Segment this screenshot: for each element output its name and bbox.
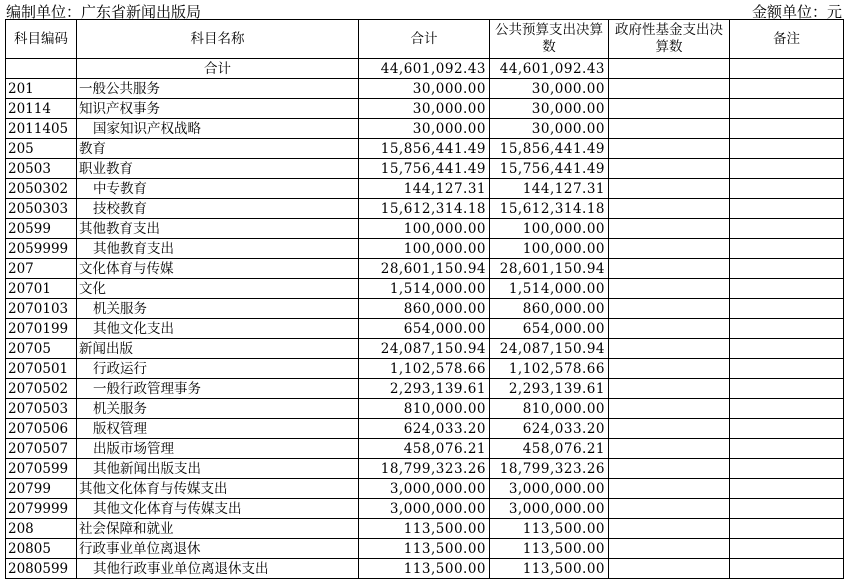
subject-code: 2070503 — [6, 399, 77, 419]
note-cell — [730, 339, 844, 359]
gov-fund-amount — [609, 219, 730, 239]
col-header-gov-fund: 政府性基金支出决算数 — [609, 20, 730, 59]
public-budget-amount: 458,076.21 — [490, 439, 609, 459]
table-row — [6, 119, 844, 139]
gov-fund-amount — [609, 159, 730, 179]
total-amount: 15,756,441.49 — [359, 159, 490, 179]
note-cell — [730, 179, 844, 199]
subject-code: 20701 — [6, 279, 77, 299]
total-amount: 3,000,000.00 — [359, 499, 490, 519]
col-header-note: 备注 — [730, 20, 844, 59]
subject-name: 一般公共服务 — [77, 79, 359, 99]
gov-fund-amount — [609, 459, 730, 479]
subject-code: 2070507 — [6, 439, 77, 459]
table-row — [6, 299, 844, 319]
table-row — [6, 359, 844, 379]
col-header-code: 科目编码 — [6, 20, 77, 59]
total-amount: 15,856,441.49 — [359, 139, 490, 159]
gov-fund-amount — [609, 479, 730, 499]
public-budget-amount: 30,000.00 — [490, 119, 609, 139]
subject-code: 2050303 — [6, 199, 77, 219]
total-label: 合计 — [77, 59, 359, 79]
note-cell — [730, 239, 844, 259]
note-cell — [730, 259, 844, 279]
total-note — [730, 59, 844, 79]
gov-fund-amount — [609, 79, 730, 99]
subject-name: 其他教育支出 — [77, 239, 359, 259]
note-cell — [730, 139, 844, 159]
total-public: 44,601,092.43 — [490, 59, 609, 79]
note-cell — [730, 359, 844, 379]
subject-name: 机关服务 — [77, 399, 359, 419]
total-amount: 810,000.00 — [359, 399, 490, 419]
public-budget-amount: 144,127.31 — [490, 179, 609, 199]
total-amount: 654,000.00 — [359, 319, 490, 339]
subject-name: 其他教育支出 — [77, 219, 359, 239]
subject-name: 教育 — [77, 139, 359, 159]
public-budget-amount: 24,087,150.94 — [490, 339, 609, 359]
total-amount: 2,293,139.61 — [359, 379, 490, 399]
public-budget-amount: 30,000.00 — [490, 79, 609, 99]
note-cell — [730, 379, 844, 399]
public-budget-amount: 3,000,000.00 — [490, 479, 609, 499]
subject-code: 20799 — [6, 479, 77, 499]
expenditure-table — [5, 19, 844, 579]
table-row — [6, 99, 844, 119]
gov-fund-amount — [609, 519, 730, 539]
gov-fund-amount — [609, 299, 730, 319]
subject-code: 205 — [6, 139, 77, 159]
note-cell — [730, 299, 844, 319]
subject-name: 机关服务 — [77, 299, 359, 319]
total-amount: 30,000.00 — [359, 79, 490, 99]
total-amount: 100,000.00 — [359, 239, 490, 259]
table-row — [6, 219, 844, 239]
gov-fund-amount — [609, 359, 730, 379]
note-cell — [730, 559, 844, 579]
table-row — [6, 259, 844, 279]
public-budget-amount: 30,000.00 — [490, 99, 609, 119]
note-cell — [730, 539, 844, 559]
public-budget-amount: 100,000.00 — [490, 239, 609, 259]
table-row — [6, 459, 844, 479]
total-amount: 24,087,150.94 — [359, 339, 490, 359]
note-cell — [730, 319, 844, 339]
gov-fund-amount — [609, 279, 730, 299]
subject-name: 文化 — [77, 279, 359, 299]
gov-fund-amount — [609, 539, 730, 559]
table-row — [6, 239, 844, 259]
gov-fund-amount — [609, 99, 730, 119]
note-cell — [730, 399, 844, 419]
subject-code: 2059999 — [6, 239, 77, 259]
table-row — [6, 199, 844, 219]
public-budget-amount: 15,856,441.49 — [490, 139, 609, 159]
compiling-unit: 编制单位：广东省新闻出版局 — [6, 3, 202, 21]
subject-name: 其他文化支出 — [77, 319, 359, 339]
subject-code: 2070506 — [6, 419, 77, 439]
subject-name: 国家知识产权战略 — [77, 119, 359, 139]
table-row — [6, 559, 844, 579]
total-amount: 1,514,000.00 — [359, 279, 490, 299]
note-cell — [730, 279, 844, 299]
table-row — [6, 539, 844, 559]
note-cell — [730, 159, 844, 179]
gov-fund-amount — [609, 119, 730, 139]
subject-code: 2050302 — [6, 179, 77, 199]
table-header-row — [6, 20, 844, 59]
total-sum: 44,601,092.43 — [359, 59, 490, 79]
total-row — [6, 59, 844, 79]
col-header-name: 科目名称 — [77, 20, 359, 59]
subject-name: 行政事业单位离退休 — [77, 539, 359, 559]
subject-name: 一般行政管理事务 — [77, 379, 359, 399]
table-row — [6, 319, 844, 339]
subject-name: 行政运行 — [77, 359, 359, 379]
total-amount: 3,000,000.00 — [359, 479, 490, 499]
subject-name: 知识产权事务 — [77, 99, 359, 119]
table-row — [6, 159, 844, 179]
subject-name: 其他行政事业单位离退休支出 — [77, 559, 359, 579]
table-row — [6, 419, 844, 439]
note-cell — [730, 199, 844, 219]
subject-name: 技校教育 — [77, 199, 359, 219]
subject-code: 20599 — [6, 219, 77, 239]
table-row — [6, 439, 844, 459]
gov-fund-amount — [609, 259, 730, 279]
gov-fund-amount — [609, 339, 730, 359]
note-cell — [730, 439, 844, 459]
gov-fund-amount — [609, 139, 730, 159]
subject-name: 其他文化体育与传媒支出 — [77, 479, 359, 499]
subject-code: 208 — [6, 519, 77, 539]
note-cell — [730, 479, 844, 499]
note-cell — [730, 459, 844, 479]
total-amount: 15,612,314.18 — [359, 199, 490, 219]
public-budget-amount: 113,500.00 — [490, 559, 609, 579]
public-budget-amount: 1,102,578.66 — [490, 359, 609, 379]
public-budget-amount: 624,033.20 — [490, 419, 609, 439]
public-budget-amount: 860,000.00 — [490, 299, 609, 319]
subject-code: 2070501 — [6, 359, 77, 379]
table-row — [6, 279, 844, 299]
gov-fund-amount — [609, 199, 730, 219]
note-cell — [730, 79, 844, 99]
subject-name: 新闻出版 — [77, 339, 359, 359]
total-code-cell — [6, 59, 77, 79]
gov-fund-amount — [609, 499, 730, 519]
note-cell — [730, 99, 844, 119]
subject-name: 出版市场管理 — [77, 439, 359, 459]
subject-code: 20503 — [6, 159, 77, 179]
public-budget-amount: 654,000.00 — [490, 319, 609, 339]
report-header — [0, 0, 850, 20]
total-amount: 30,000.00 — [359, 119, 490, 139]
public-budget-amount: 18,799,323.26 — [490, 459, 609, 479]
note-cell — [730, 119, 844, 139]
table-row — [6, 499, 844, 519]
subject-code: 2070502 — [6, 379, 77, 399]
public-budget-amount: 28,601,150.94 — [490, 259, 609, 279]
table-row — [6, 339, 844, 359]
col-header-total: 合计 — [359, 20, 490, 59]
note-cell — [730, 219, 844, 239]
total-fund — [609, 59, 730, 79]
subject-name: 职业教育 — [77, 159, 359, 179]
public-budget-amount: 15,756,441.49 — [490, 159, 609, 179]
subject-code: 20114 — [6, 99, 77, 119]
total-amount: 1,102,578.66 — [359, 359, 490, 379]
subject-name: 中专教育 — [77, 179, 359, 199]
gov-fund-amount — [609, 439, 730, 459]
subject-code: 20705 — [6, 339, 77, 359]
subject-name: 版权管理 — [77, 419, 359, 439]
gov-fund-amount — [609, 239, 730, 259]
subject-name: 其他文化体育与传媒支出 — [77, 499, 359, 519]
public-budget-amount: 810,000.00 — [490, 399, 609, 419]
subject-code: 20805 — [6, 539, 77, 559]
table-row — [6, 379, 844, 399]
total-amount: 458,076.21 — [359, 439, 490, 459]
subject-code: 2079999 — [6, 499, 77, 519]
subject-name: 其他新闻出版支出 — [77, 459, 359, 479]
gov-fund-amount — [609, 179, 730, 199]
subject-code: 201 — [6, 79, 77, 99]
col-header-public-budget: 公共预算支出决算数 — [490, 20, 609, 59]
table-row — [6, 399, 844, 419]
gov-fund-amount — [609, 399, 730, 419]
gov-fund-amount — [609, 319, 730, 339]
note-cell — [730, 519, 844, 539]
amount-unit: 金额单位：元 — [751, 3, 842, 21]
public-budget-amount: 1,514,000.00 — [490, 279, 609, 299]
note-cell — [730, 499, 844, 519]
public-budget-amount: 3,000,000.00 — [490, 499, 609, 519]
table-row — [6, 79, 844, 99]
subject-name: 文化体育与传媒 — [77, 259, 359, 279]
public-budget-amount: 113,500.00 — [490, 519, 609, 539]
public-budget-amount: 100,000.00 — [490, 219, 609, 239]
total-amount: 28,601,150.94 — [359, 259, 490, 279]
gov-fund-amount — [609, 419, 730, 439]
total-amount: 100,000.00 — [359, 219, 490, 239]
subject-code: 2070599 — [6, 459, 77, 479]
total-amount: 30,000.00 — [359, 99, 490, 119]
subject-code: 2080599 — [6, 559, 77, 579]
subject-code: 2070199 — [6, 319, 77, 339]
subject-code: 2070103 — [6, 299, 77, 319]
table-row — [6, 179, 844, 199]
public-budget-amount: 15,612,314.18 — [490, 199, 609, 219]
table-row — [6, 479, 844, 499]
subject-code: 207 — [6, 259, 77, 279]
total-amount: 144,127.31 — [359, 179, 490, 199]
subject-code: 2011405 — [6, 119, 77, 139]
table-row — [6, 519, 844, 539]
note-cell — [730, 419, 844, 439]
total-amount: 113,500.00 — [359, 539, 490, 559]
public-budget-amount: 2,293,139.61 — [490, 379, 609, 399]
subject-name: 社会保障和就业 — [77, 519, 359, 539]
total-amount: 860,000.00 — [359, 299, 490, 319]
total-amount: 113,500.00 — [359, 559, 490, 579]
total-amount: 113,500.00 — [359, 519, 490, 539]
public-budget-amount: 113,500.00 — [490, 539, 609, 559]
total-amount: 18,799,323.26 — [359, 459, 490, 479]
table-row — [6, 139, 844, 159]
total-amount: 624,033.20 — [359, 419, 490, 439]
gov-fund-amount — [609, 379, 730, 399]
gov-fund-amount — [609, 559, 730, 579]
